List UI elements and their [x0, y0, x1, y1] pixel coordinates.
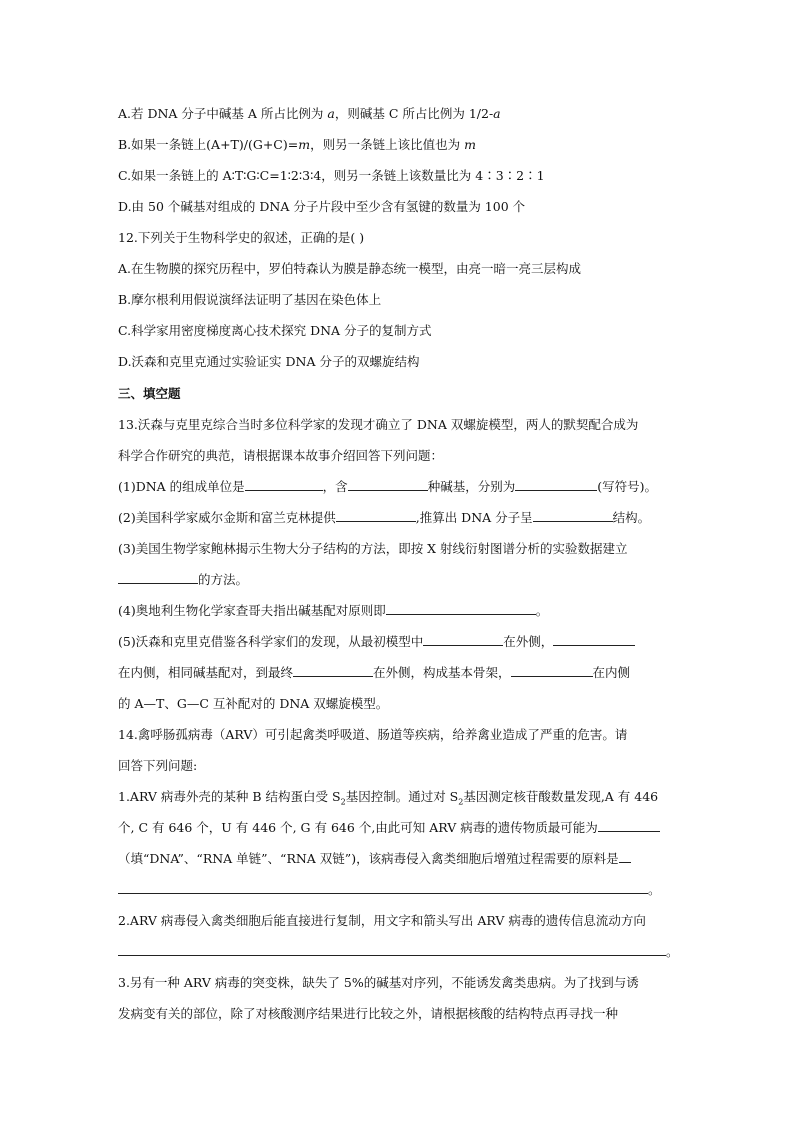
- q14-stem-line1: 14.禽呼肠孤病毒（ARV）可引起禽类呼吸道、肠道等疾病，给养禽业造成了严重的危害。请: [118, 727, 628, 742]
- q13-p4-text: (4)奥地利生物化学家查哥夫指出碱基配对原则即: [118, 603, 386, 618]
- q13-p1-text3: 种碱基，分别为: [427, 479, 516, 494]
- answer-blank[interactable]: [118, 571, 198, 584]
- var-a: a: [327, 106, 335, 121]
- answer-blank[interactable]: [293, 664, 373, 677]
- var-m: m: [298, 137, 311, 152]
- q12-option-b: B.摩尔根利用假说演绎法证明了基因在染色体上: [118, 292, 382, 307]
- q14-part3-line1: 3.另有一种 ARV 病毒的突变株，缺失了 5%的碱基对序列，不能诱发禽类患病。为了找到与诱: [118, 975, 639, 990]
- q13-p1-text: (1)DNA 的组成单位是: [118, 479, 245, 494]
- var-m2: m: [464, 137, 476, 152]
- q11-option-b-text: B.如果一条链上(A+T)/(G+C)=: [118, 137, 299, 152]
- q14-p1-text4: 个, C 有 646 个，U 有 446 个, G 有 646 个,由此可知 ARV 病毒的遗传物质最可能为: [118, 820, 598, 835]
- q14-part3-line2: 发病变有关的部位，除了对核酸测序结果进行比较之外，请根据核酸的结构特点再寻找一种: [118, 1006, 619, 1021]
- answer-blank[interactable]: [423, 633, 503, 646]
- q11-option-b-text2: ，则另一条链上该比值也为: [310, 137, 465, 152]
- q13-part5-line3: 的 A—T、G—C 互补配对的 DNA 双螺旋模型。: [118, 696, 389, 711]
- section-heading: 三、填空题: [118, 386, 181, 401]
- q13-p5-text5: 在内侧: [592, 665, 631, 680]
- q13-part1: [118, 478, 657, 496]
- q13-p5-text3: 在内侧，相同碱基配对，到最终: [118, 665, 294, 680]
- q14-p1-text5: （填“DNA”、“RNA 单链”、“RNA 双链”)，该病毒侵入禽类细胞后增殖过程需要的原料是: [118, 851, 619, 866]
- q11-option-a-text2: ，则碱基 C 所占比例为 1/2-: [334, 106, 494, 121]
- q13-part5-line2: [118, 664, 630, 682]
- q13-p2-text2: ,推算出 DNA 分子呈: [415, 510, 533, 525]
- answer-blank[interactable]: [553, 633, 635, 646]
- subscript: 2: [340, 797, 346, 807]
- answer-blank[interactable]: [598, 819, 660, 832]
- q14-part2-line1: 2.ARV 病毒侵入禽类细胞后能直接进行复制，用文字和箭头写出 ARV 病毒的遗传信息流动方向: [118, 913, 646, 928]
- q13-p5-text4: 在外侧，构成基本骨架，: [373, 665, 511, 680]
- q13-p2-text: (2)美国科学家威尔金斯和富兰克林提供: [118, 510, 336, 525]
- answer-blank[interactable]: [515, 478, 597, 491]
- answer-blank[interactable]: [245, 478, 323, 491]
- q14-part1-line1: [118, 788, 658, 812]
- q14-p1-text3: 基因测定核苷酸数量发现,A 有 446: [463, 789, 659, 804]
- subscript: 2: [458, 797, 464, 807]
- answer-blank[interactable]: [619, 850, 631, 863]
- q14-part1-line4: [118, 881, 661, 899]
- q14-p2-text2: 。: [666, 944, 679, 959]
- q12-stem: 12.下列关于生物科学史的叙述，正确的是( ): [118, 230, 365, 245]
- q12-option-a: A.在生物膜的探究历程中，罗伯特森认为膜是静态统一模型，由亮一暗一亮三层构成: [118, 261, 582, 276]
- q14-part2-line2: [118, 943, 679, 961]
- q13-stem-line1: 13.沃森与克里克综合当时多位科学家的发现才确立了 DNA 双螺旋模型，两人的默契配合成为: [118, 417, 639, 432]
- q13-p2-text3: 结构。: [612, 510, 651, 525]
- answer-blank[interactable]: [348, 478, 428, 491]
- q14-p1-text6: 。: [648, 882, 661, 897]
- q13-part4: [118, 602, 548, 620]
- q11-option-a-text: A.若 DNA 分子中碱基 A 所占比例为: [118, 106, 328, 121]
- q13-part3-line2: [118, 571, 248, 589]
- q13-p4-text2: 。: [535, 603, 549, 618]
- var-a2: a: [493, 106, 501, 121]
- q14-p1-text2: 基因控制。通过对 S: [345, 789, 459, 804]
- q13-p3-text2: 的方法。: [198, 572, 249, 587]
- q13-part3-line1: (3)美国生物学家鲍林揭示生物大分子结构的方法，即按 X 射线衍射图谱分析的实验数据建立: [118, 541, 628, 556]
- q13-p1-text4: (写符号)。: [597, 479, 657, 494]
- q11-option-c: C.如果一条链上的 A∶T∶G∶C=1∶2∶3∶4，则另一条链上该数量比为 4∶3∶2∶1: [118, 168, 545, 183]
- answer-blank[interactable]: [386, 602, 536, 615]
- q13-p5-text: (5)沃森和克里克借鉴各科学家们的发现，从最初模型中: [118, 634, 424, 649]
- answer-blank[interactable]: [511, 664, 593, 677]
- answer-blank[interactable]: [118, 943, 666, 956]
- q14-p1-text: 1.ARV 病毒外壳的某种 B 结构蛋白受 S: [118, 789, 341, 804]
- q13-stem-line2: 科学合作研究的典范，请根据课本故事介绍回答下列问题：: [118, 448, 444, 463]
- q13-p1-text2: ，含: [322, 479, 348, 494]
- q13-part2: [118, 509, 650, 527]
- q12-option-c: C.科学家用密度梯度离心技术探究 DNA 分子的复制方式: [118, 323, 432, 338]
- q14-stem-line2: 回答下列问题:: [118, 758, 198, 773]
- q12-option-d: D.沃森和克里克通过实验证实 DNA 分子的双螺旋结构: [118, 354, 420, 369]
- q11-option-a: [118, 105, 501, 123]
- answer-blank[interactable]: [336, 509, 416, 522]
- answer-blank[interactable]: [533, 509, 613, 522]
- q11-option-d: D.由 50 个碱基对组成的 DNA 分子片段中至少含有氢键的数量为 100 个: [118, 199, 526, 214]
- q13-p5-text2: 在外侧，: [503, 634, 554, 649]
- q13-part5-line1: [118, 633, 635, 651]
- q11-option-b: [118, 136, 476, 154]
- answer-blank[interactable]: [118, 881, 648, 894]
- q14-part1-line3: [118, 850, 631, 868]
- q14-part1-line2: [118, 819, 660, 837]
